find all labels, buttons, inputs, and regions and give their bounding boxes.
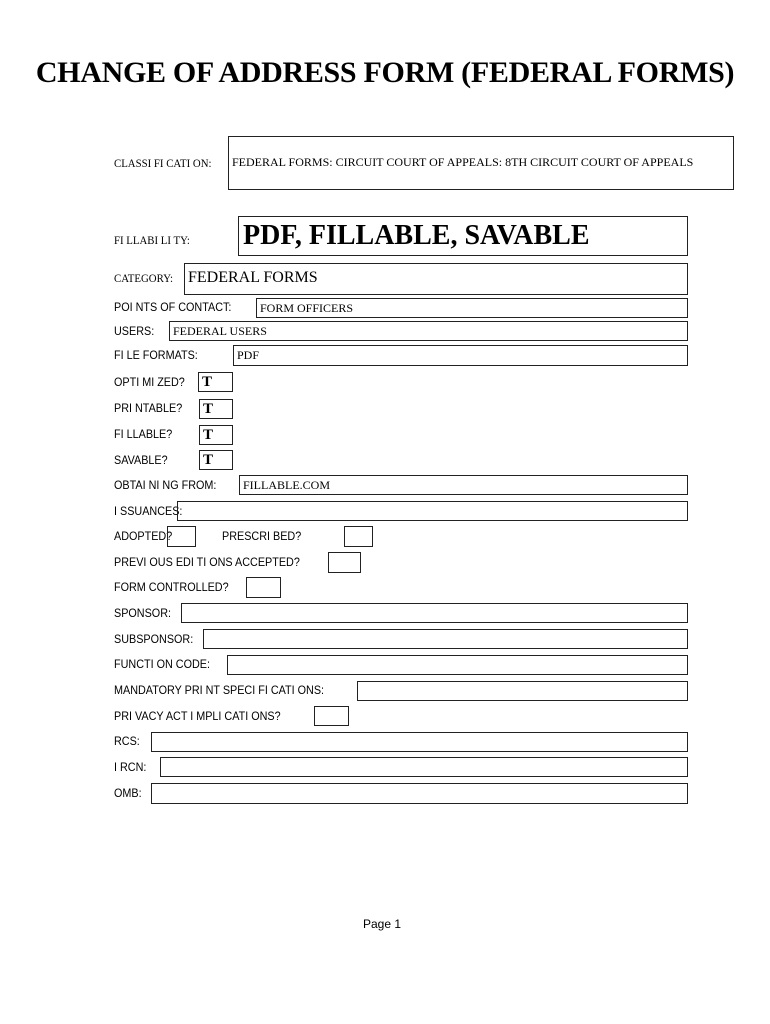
classification-field[interactable]: FEDERAL FORMS: CIRCUIT COURT OF APPEALS: 8TH CIRCUIT COURT OF APPEALS [228,136,734,190]
sponsor-label: SPONSOR: [114,606,172,620]
omb-label: OMB: [114,786,142,800]
rcs-field[interactable] [151,732,688,752]
fillable-field[interactable]: T [199,425,233,445]
rcs-label: RCS: [114,734,140,748]
privacy-act-label: PRI VACY ACT I MPLI CATI ONS? [114,709,281,723]
prescribed-field[interactable] [344,526,373,547]
subsponsor-label: SUBSPONSOR: [114,632,194,646]
optimized-label: OPTI MI ZED? [114,375,185,389]
obtaining-from-field[interactable]: FILLABLE.COM [239,475,688,495]
fillable-label: FI LLABLE? [114,427,173,441]
form-controlled-label: FORM CONTROLLED? [114,580,229,594]
file-formats-label: FI LE FORMATS: [114,348,198,362]
previous-editions-field[interactable] [328,552,361,573]
function-code-field[interactable] [227,655,688,675]
form-controlled-field[interactable] [246,577,281,598]
points-of-contact-field[interactable]: FORM OFFICERS [256,298,688,318]
omb-field[interactable] [151,783,688,804]
classification-label: CLASSI FI CATI ON: [114,156,212,170]
fillability-field[interactable]: PDF, FILLABLE, SAVABLE [238,216,688,256]
page-title: CHANGE OF ADDRESS FORM (FEDERAL FORMS) [35,56,735,89]
page-number: Page 1 [363,917,402,931]
ircn-label: I RCN: [114,760,147,774]
printable-label: PRI NTABLE? [114,401,183,415]
previous-editions-label: PREVI OUS EDI TI ONS ACCEPTED? [114,555,300,569]
issuances-label: I SSUANCES: [114,504,183,518]
printable-field[interactable]: T [199,399,233,419]
mandatory-print-label: MANDATORY PRI NT SPECI FI CATI ONS: [114,683,325,697]
sponsor-field[interactable] [181,603,688,623]
category-label: CATEGORY: [114,271,174,285]
points-of-contact-label: POI NTS OF CONTACT: [114,300,232,314]
users-label: USERS: [114,324,155,338]
ircn-field[interactable] [160,757,688,777]
prescribed-label: PRESCRI BED? [222,529,302,543]
privacy-act-field[interactable] [314,706,349,726]
mandatory-print-field[interactable] [357,681,688,701]
adopted-field[interactable] [167,526,196,547]
obtaining-from-label: OBTAI NI NG FROM: [114,478,217,492]
subsponsor-field[interactable] [203,629,688,649]
function-code-label: FUNCTI ON CODE: [114,657,211,671]
category-field[interactable]: FEDERAL FORMS [184,263,688,295]
issuances-field[interactable] [177,501,688,521]
users-field[interactable]: FEDERAL USERS [169,321,688,341]
savable-field[interactable]: T [199,450,233,470]
file-formats-field[interactable]: PDF [233,345,688,366]
optimized-field[interactable]: T [198,372,233,392]
fillability-label: FI LLABI LI TY: [114,233,190,247]
adopted-label: ADOPTED? [114,529,173,543]
savable-label: SAVABLE? [114,453,168,467]
